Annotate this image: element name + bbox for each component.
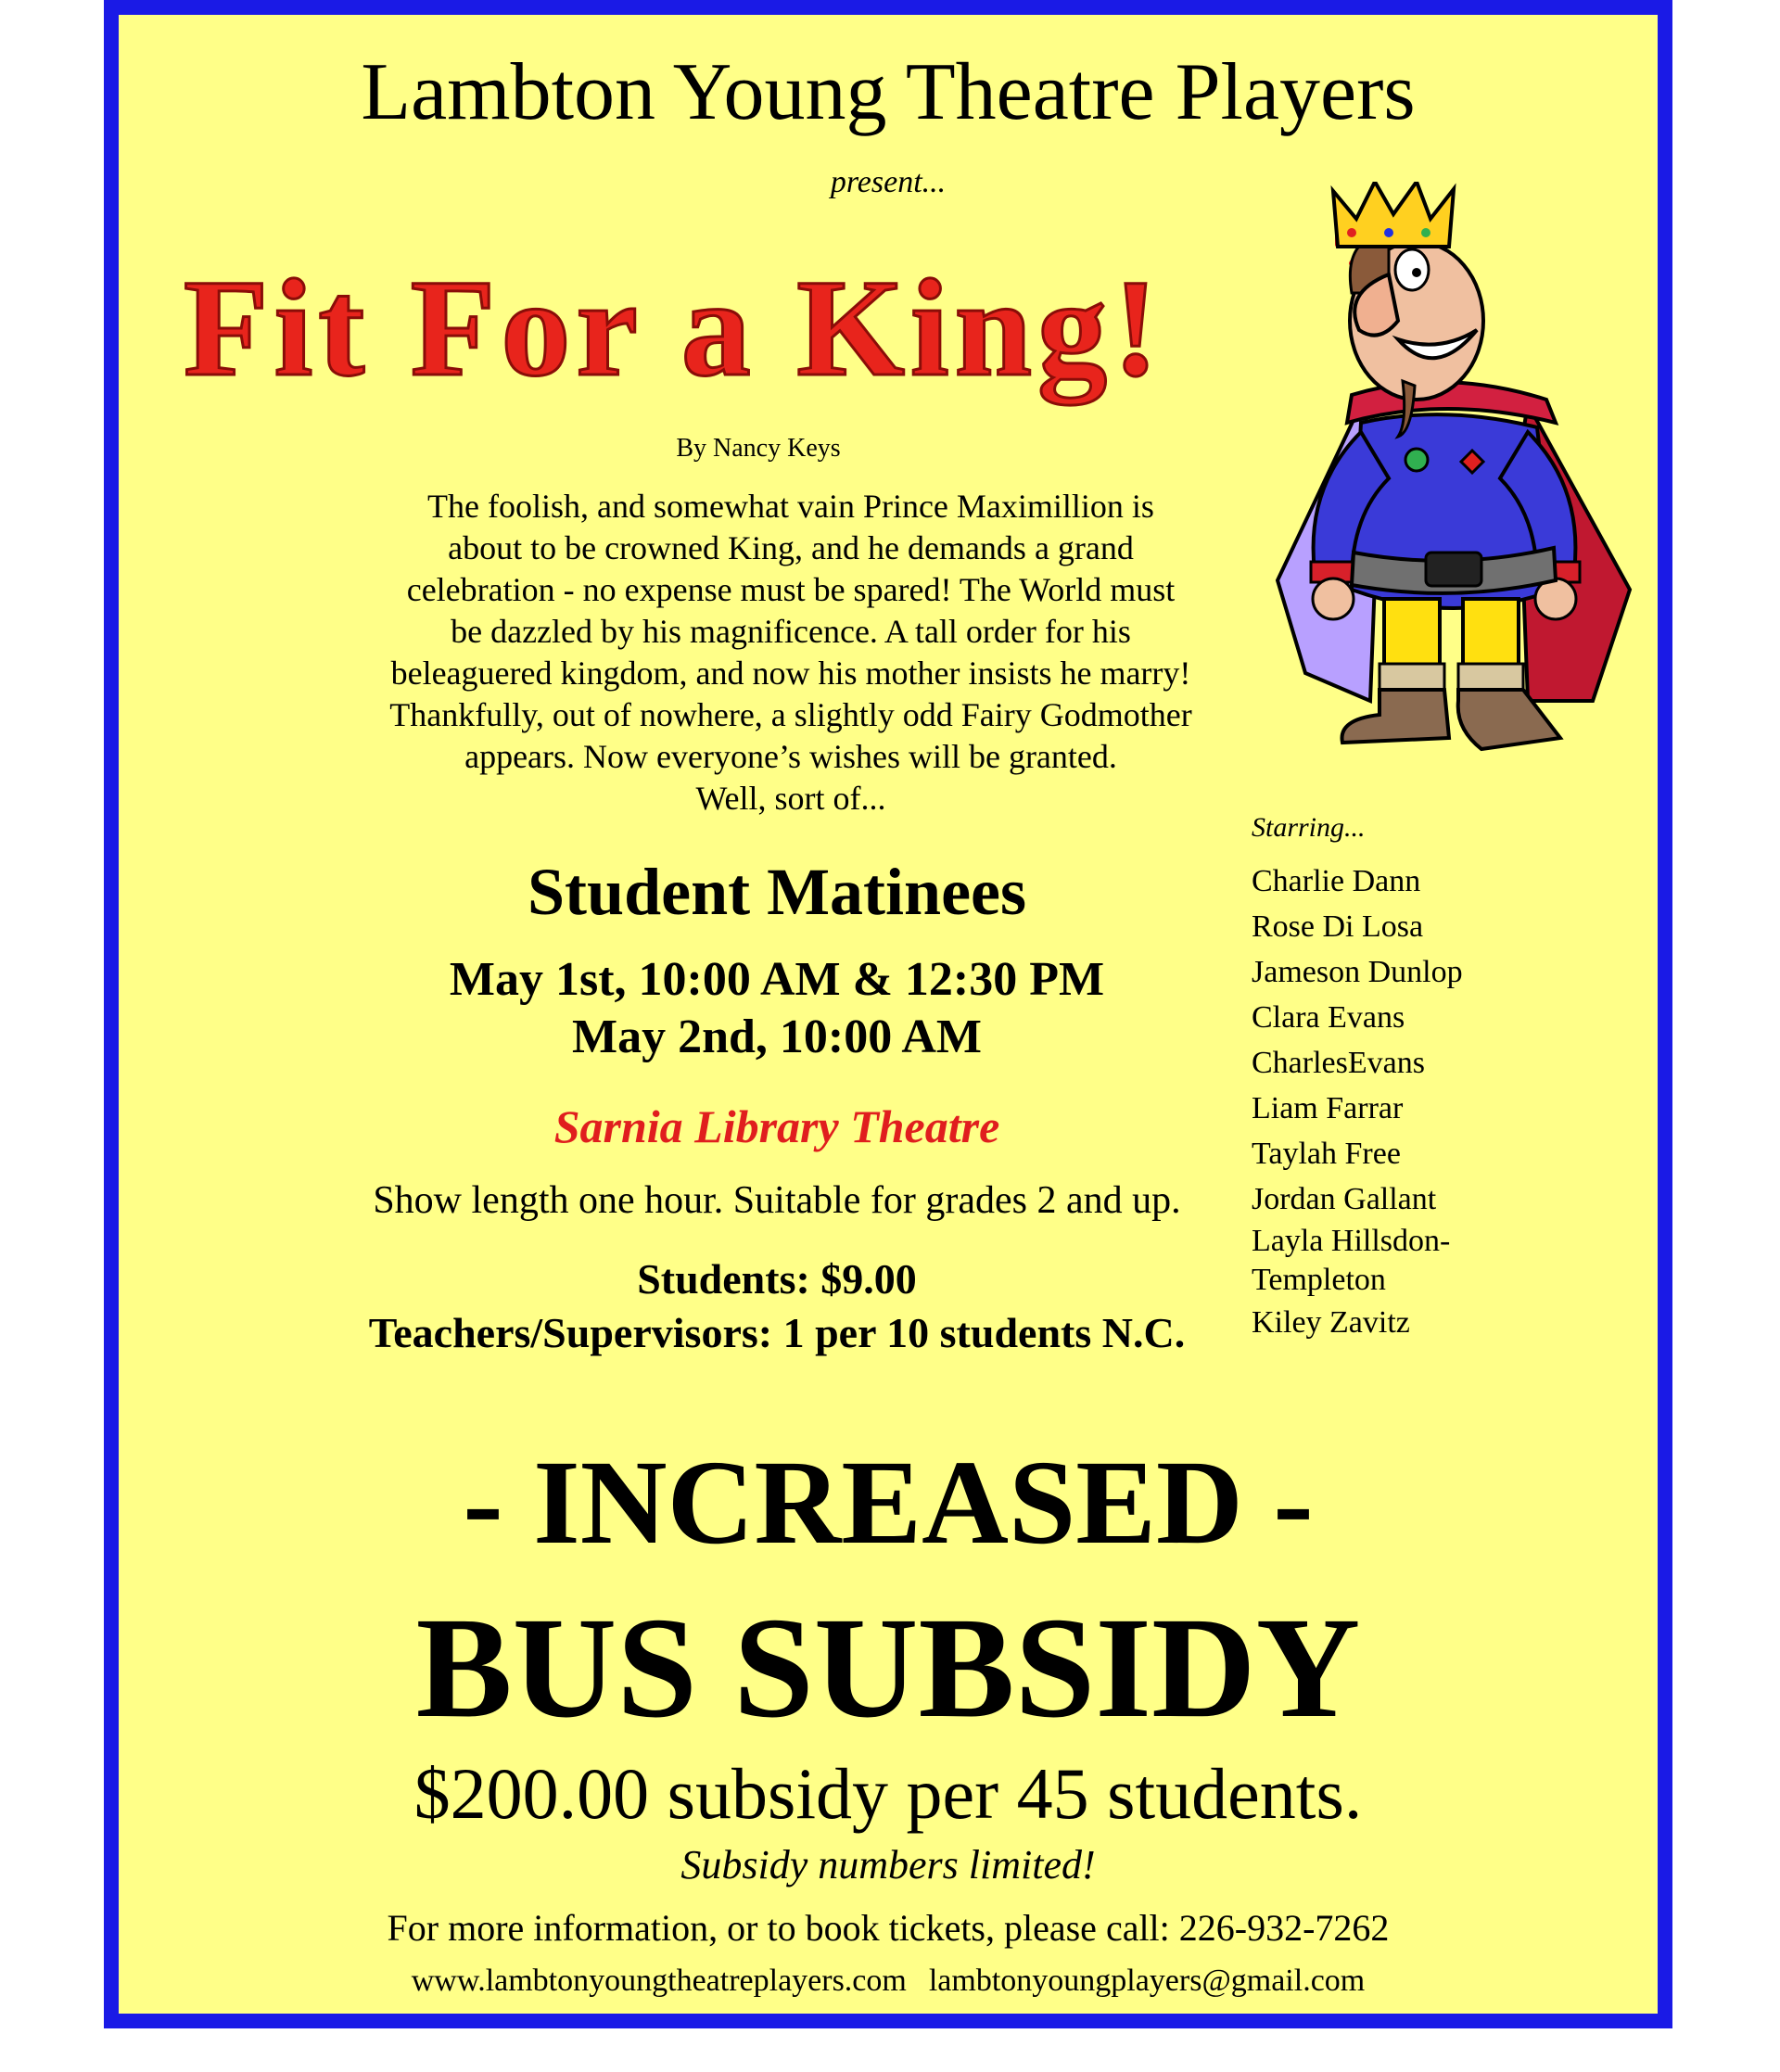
show-length: Show length one hour. Suitable for grades 2 and up.	[373, 1179, 1181, 1222]
synopsis-line: be dazzled by his magnificence. A tall order for his	[451, 613, 1131, 650]
organization-title: Lambton Young Theatre Players	[361, 47, 1416, 137]
author-credit: By Nancy Keys	[676, 434, 841, 463]
cast-member: Liam Farrar	[1252, 1091, 1404, 1125]
matinee-heading: Student Matinees	[528, 855, 1026, 929]
matinee-date: May 1st, 10:00 AM & 12:30 PM	[449, 953, 1105, 1006]
web-and-email	[119, 1964, 1658, 1999]
starring-label: Starring...	[1252, 812, 1366, 843]
increased-banner: - INCREASED -	[463, 1436, 1314, 1570]
matinee-dates	[193, 951, 1361, 1066]
cast-member: Taylah Free	[1252, 1137, 1401, 1171]
matinee-date: May 2nd, 10:00 AM	[572, 1011, 982, 1063]
subsidy-note: Subsidy numbers limited!	[680, 1842, 1096, 1888]
price-line: Students: $9.00	[637, 1255, 917, 1303]
cast-member: Kiley Zavitz	[1252, 1305, 1410, 1340]
synopsis-line: Well, sort of...	[695, 780, 886, 817]
ticket-prices	[193, 1252, 1361, 1360]
email-link[interactable]: lambtonyoungplayers@gmail.com	[928, 1964, 1366, 1998]
cast-member: Rose Di Losa	[1252, 909, 1424, 944]
subsidy-amount: $200.00 subsidy per 45 students.	[413, 1753, 1363, 1834]
cast-member: CharlesEvans	[1252, 1046, 1425, 1080]
show-title-text: Fit For a King!	[184, 251, 1164, 405]
cast-member: Jameson Dunlop	[1252, 955, 1463, 989]
show-title	[174, 226, 1380, 430]
synopsis-line: The foolish, and somewhat vain Prince Maximillion is	[427, 488, 1154, 525]
bus-subsidy-headline: BUS SUBSIDY	[415, 1587, 1361, 1748]
website-link[interactable]: www.lambtonyoungtheatreplayers.com	[411, 1964, 907, 1998]
cast-member: Layla Hillsdon-	[1252, 1224, 1451, 1258]
cast-list	[1252, 858, 1585, 1345]
poster	[104, 0, 1672, 2028]
synopsis-line: Thankfully, out of nowhere, a slightly odd Fairy Godmother	[389, 696, 1192, 733]
cast-member: Jordan Gallant	[1252, 1182, 1437, 1216]
present-text: present...	[830, 165, 947, 199]
synopsis-line: beleaguered kingdom, and now his mother insists he marry!	[390, 655, 1191, 692]
synopsis-line: about to be crowned King, and he demands a grand	[448, 529, 1134, 566]
cast-member: Charlie Dann	[1252, 864, 1421, 898]
synopsis-line: appears. Now everyone’s wishes will be granted.	[464, 738, 1117, 775]
contact-info: For more information, or to book tickets, please call: 226-932-7262	[387, 1907, 1390, 1949]
cast-member-continued: Templeton	[1252, 1263, 1386, 1297]
venue: Sarnia Library Theatre	[553, 1100, 1000, 1152]
cartoon-king-icon	[1250, 182, 1648, 775]
price-line: Teachers/Supervisors: 1 per 10 students N.C.	[368, 1309, 1186, 1356]
synopsis-line: celebration - no expense must be spared! The World must	[406, 571, 1176, 608]
synopsis	[202, 486, 1380, 820]
cast-member: Clara Evans	[1252, 1000, 1405, 1035]
